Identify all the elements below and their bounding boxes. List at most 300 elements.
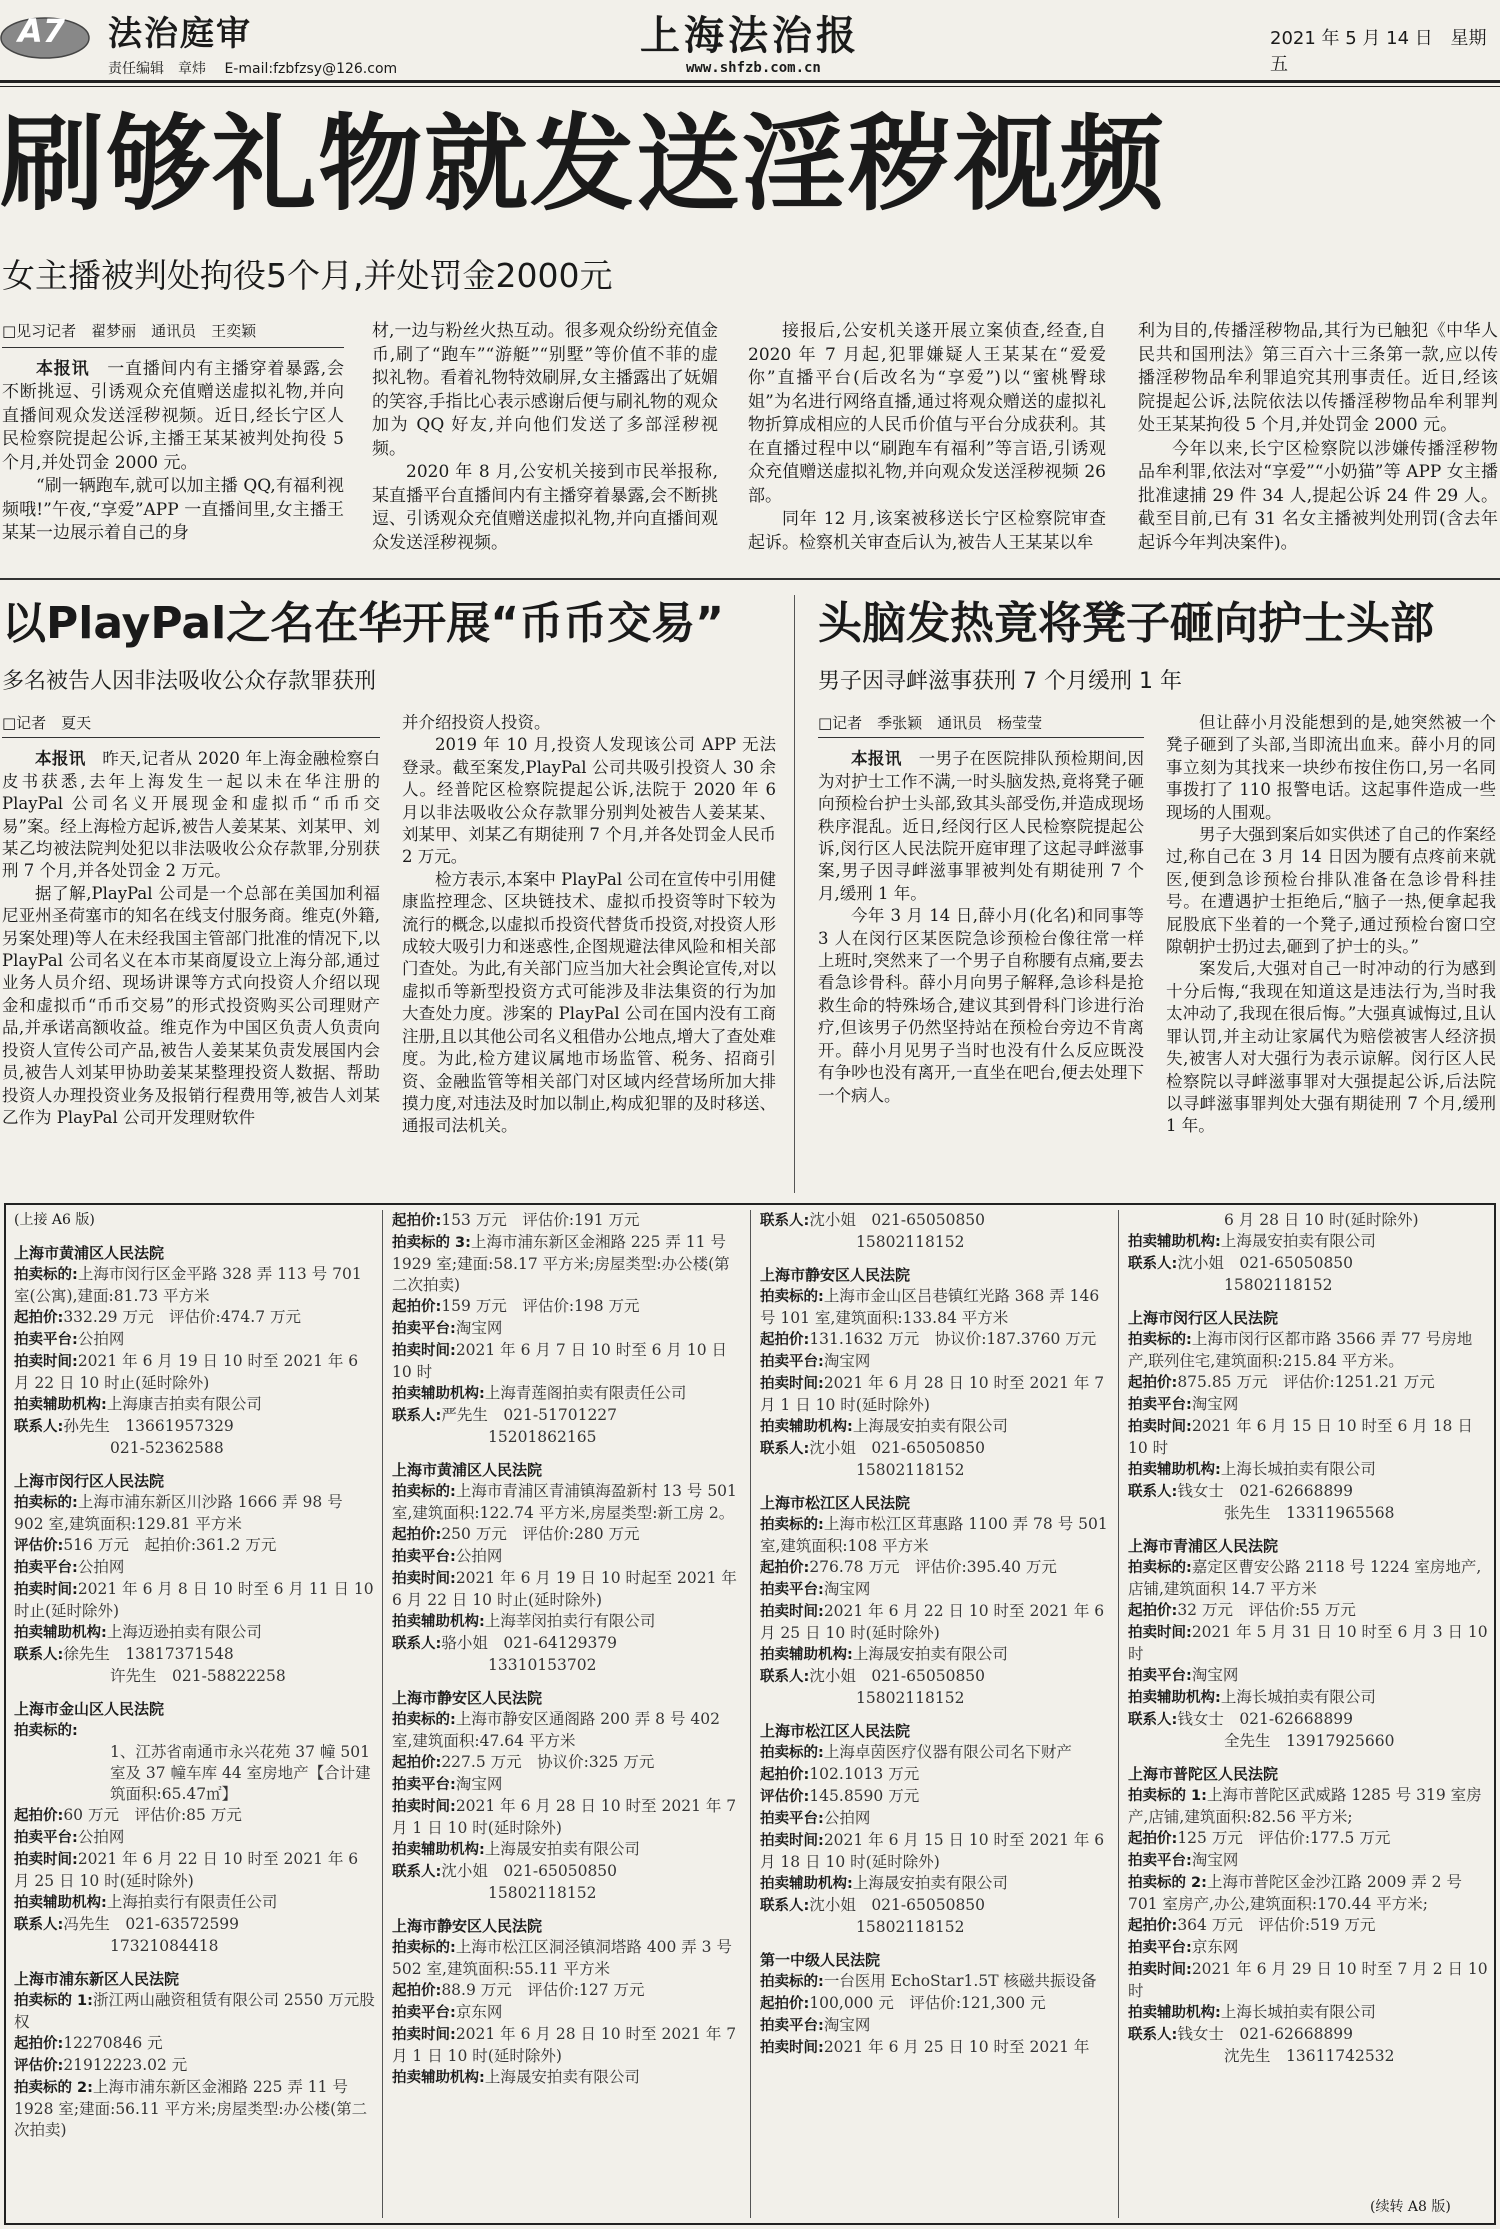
auction-field-value: 364 万元 评估价:519 万元 xyxy=(1177,1916,1376,1934)
dateline-lead: 本报讯 xyxy=(36,358,90,379)
article3-headline: 头脑发热竟将凳子砸向护士头部 xyxy=(818,598,1434,649)
auction-detail-line xyxy=(392,1232,744,1296)
auction-field-value: 嘉定区曹安公路 2118 号 1224 室房地产,店铺,建筑面积 14.7 平方米 xyxy=(1128,1558,1482,1598)
auction-field-value: 上海市静安区通阁路 200 弄 8 号 402 室,建筑面积:47.64 平方米 xyxy=(392,1710,720,1750)
auction-detail-line xyxy=(14,1416,376,1438)
auction-detail-line xyxy=(392,1318,744,1340)
auction-field-value: 淘宝网 xyxy=(823,2016,871,2034)
auction-field-label: 拍卖时间: xyxy=(392,2027,456,2043)
auction-field-value: 227.5 万元 协议价:325 万元 xyxy=(441,1753,655,1771)
auction-court-name: 上海市青浦区人民法院 xyxy=(1128,1537,1279,1555)
auction-field-label: 拍卖时间: xyxy=(760,1833,824,1849)
auction-field-value: 2021 年 6 月 7 日 10 时至 6 月 10 日 10 时 xyxy=(392,1341,727,1381)
article1-paragraph: “刷一辆跑车,就可以加主播 QQ,有福利视频哦!”午夜,“享爱”APP 一直播间里,女主播王某某一边展示着自己的身 xyxy=(2,476,344,543)
auction-detail-line xyxy=(14,1990,376,2033)
auction-field-value: 15802118152 xyxy=(1224,1276,1333,1294)
auction-field-value: 沈小姐 021-65050850 xyxy=(809,1439,986,1457)
auction-field-value: 钱女士 021-62668899 xyxy=(1177,1710,1354,1728)
auction-field-label: 拍卖平台: xyxy=(1128,1668,1192,1684)
auction-detail-line xyxy=(760,1601,1112,1644)
auction-field-value: 上海晟安拍卖有限公司 xyxy=(852,1874,1008,1892)
auction-field-value: 131.1632 万元 协议价:187.3760 万元 xyxy=(809,1330,1097,1348)
auction-detail-line xyxy=(14,1329,376,1351)
auction-field-value: 1、江苏省南通市永兴花苑 37 幢 501 室及 37 幢车库 44 室房地产【合计建筑面积:65.47㎡】 xyxy=(110,1743,371,1803)
auction-detail-line xyxy=(14,1914,376,1936)
auction-field-value: 上海市青浦区青浦镇海盈新村 13 号 501 室,建筑面积:122.74 平方米,房屋类型:新工房 2。 xyxy=(392,1482,737,1522)
auction-detail-line xyxy=(1128,1459,1490,1481)
article1-column-2 xyxy=(372,320,718,555)
auction-field-label: 拍卖辅助机构: xyxy=(392,2070,485,2086)
auction-detail-line xyxy=(14,1936,376,1957)
auction-field-label: 拍卖辅助机构: xyxy=(392,1386,485,1402)
header-rule-thin xyxy=(0,86,1500,87)
auction-field-label: 拍卖平台: xyxy=(760,1354,824,1370)
auction-field-label: 起拍价: xyxy=(760,1767,810,1783)
auction-field-value: 公拍网 xyxy=(455,1547,503,1565)
auction-field-label: 拍卖平台: xyxy=(1128,1940,1192,1956)
auction-detail-line xyxy=(760,2037,1112,2059)
auction-detail-line xyxy=(392,1546,744,1568)
auction-detail-line xyxy=(760,1579,1112,1601)
auction-field-value: 15201862165 xyxy=(488,1428,597,1446)
auction-field-value: 沈先生 13611742532 xyxy=(1224,2047,1395,2065)
auction-field-value: 2021 年 6 月 28 日 10 时至 2021 年 7 月 1 日 10 时(延时除外) xyxy=(392,2025,737,2065)
auction-detail-line xyxy=(1128,1872,1490,1915)
auction-field-label: 拍卖辅助机构: xyxy=(14,1625,107,1641)
auction-detail-line xyxy=(14,1535,376,1557)
auction-field-label: 拍卖辅助机构: xyxy=(1128,1690,1221,1706)
editor-line xyxy=(108,58,411,78)
auction-detail-line xyxy=(14,1579,376,1622)
auction-field-label: 拍卖标的: xyxy=(760,1745,824,1761)
auction-field-label: 拍卖标的: xyxy=(392,1940,456,1956)
auction-field-value: 17321084418 xyxy=(110,1937,219,1955)
auction-field-value: 上海长城拍卖有限公司 xyxy=(1220,1460,1376,1478)
auction-field-value: 许先生 021-58822258 xyxy=(110,1667,286,1685)
auction-detail-line xyxy=(1128,1709,1490,1731)
article3-byline: □记者 季张颖 通讯员 杨莹莹 xyxy=(818,712,1144,738)
auction-detail-line xyxy=(760,1666,1112,1688)
auction-detail-line xyxy=(760,1971,1112,1993)
auction-field-label: 评估价: xyxy=(760,1789,810,1805)
auction-field-label: 拍卖时间: xyxy=(14,1852,78,1868)
article1-column-1 xyxy=(2,320,344,546)
auction-detail-line xyxy=(1128,1210,1490,1231)
auction-field-value: 钱女士 021-62668899 xyxy=(1177,2025,1354,2043)
auction-field-label: 拍卖时间: xyxy=(1128,1625,1192,1641)
auction-field-value: 2021 年 6 月 8 日 10 时至 6 月 11 日 10 时止(延时除外) xyxy=(14,1580,374,1620)
article2-byline: □记者 夏天 xyxy=(2,712,380,738)
auction-field-value: 上海晟安拍卖有限公司 xyxy=(484,2068,640,2086)
article1-paragraph: 2020 年 8 月,公安机关接到市民举报称,某直播平台直播间内有主播穿着暴露,会不断挑逗、引诱观众充值赠送虚拟礼物,并向直播间观众发送淫秽视频。 xyxy=(372,462,718,553)
article2-paragraph: 本报讯 昨天,记者从 2020 年上海金融检察白皮书获悉,去年上海发生一起以未在华注册的 PlayPal 公司名义开展现金和虚拟币“币币交易”案。经上海检方起诉,被告人姜某某、刘某甲、刘某乙均被法院判处犯以非法吸收公众存款罪,分别获刑 7 个月,并各处罚金 2 万元。 xyxy=(2,749,381,881)
auction-field-label: 起拍价: xyxy=(392,1527,442,1543)
article1-column-3 xyxy=(748,320,1106,555)
auction-detail-line xyxy=(392,1481,744,1524)
auction-detail-line xyxy=(760,1644,1112,1666)
auction-field-value: 上海青莲阁拍卖有限责任公司 xyxy=(484,1384,687,1402)
auction-field-value: 上海市浦东新区金湘路 225 弄 11 号 1928 室;建面:56.11 平方米;房屋类型:办公楼(第二次拍卖) xyxy=(14,2078,368,2139)
auction-detail-line xyxy=(760,2015,1112,2037)
auction-detail-line xyxy=(392,1296,744,1318)
auction-field-value: 浙江两山融资租赁有限公司 2550 万元股权 xyxy=(14,1991,375,2031)
article1-paragraph: 利为目的,传播淫秽物品,其行为已触犯《中华人民共和国刑法》第三百六十三条第一款,应以传播淫秽物品牟利罪追究其刑事责任。近日,经该院提起公诉,法院依法以传播淫秽物品牟利罪判处王某某拘役 5 个月,并处罚金 2000 元。 xyxy=(1138,321,1498,435)
auction-field-value: 250 万元 评估价:280 万元 xyxy=(441,1525,640,1543)
article1-paragraph: 材,一边与粉丝火热互动。很多观众纷纷充值金币,刷了“跑车”“游艇”“别墅”等价值不菲的虚拟礼物。看着礼物特效刷屏,女主播露出了妩媚的笑容,手指比心表示感谢后便与刷礼物的观众加为 QQ 好友,并向他们发送了多部淫秽视频。 xyxy=(372,321,718,459)
auction-field-value: 88.9 万元 评估价:127 万元 xyxy=(441,1981,645,1999)
auction-field-label: 拍卖辅助机构: xyxy=(1128,1234,1221,1250)
auction-field-label: 拍卖标的 2: xyxy=(14,2080,93,2096)
auction-detail-line xyxy=(760,1764,1112,1786)
auction-detail-line xyxy=(1128,1959,1490,2002)
auction-field-label: 联系人: xyxy=(760,1669,810,1685)
auction-field-label: 拍卖辅助机构: xyxy=(392,1842,485,1858)
auction-field-label: 联系人: xyxy=(14,1647,64,1663)
auction-column-divider xyxy=(382,1210,383,2218)
auction-detail-line xyxy=(392,1980,744,2002)
auction-field-value: 2021 年 6 月 28 日 10 时至 2021 年 7 月 1 日 10 时(延时除外) xyxy=(760,1374,1105,1414)
auction-column-1 xyxy=(14,1210,376,2141)
auction-detail-line xyxy=(392,1861,744,1883)
article2-paragraph: 2019 年 10 月,投资人发现该公司 APP 无法登录。截至案发,PlayPal 公司共吸引投资人 30 余人。经普陀区检察院提起公诉,法院于 2020 年 6 月以非法吸收公众存款罪分别判处被告人姜某某、刘某甲、刘某乙有期徒刑 7 个月,并各处罚金人民币 2 万元。 xyxy=(402,735,776,867)
auction-field-value: 钱女士 021-62668899 xyxy=(1177,1482,1354,1500)
auction-field-value: 孙先生 13661957329 xyxy=(63,1417,234,1435)
auction-field-value: 上海晟安拍卖有限公司 xyxy=(852,1417,1008,1435)
auction-column-divider xyxy=(1118,1210,1119,2218)
auction-field-value: 公拍网 xyxy=(77,1330,125,1348)
auction-field-value: 上海市普陀区金沙江路 2009 弄 2 号 701 室房产,办公,建筑面积:170.44 平方米; xyxy=(1128,1873,1462,1913)
auction-field-label: 联系人: xyxy=(1128,1712,1178,1728)
auction-detail-line xyxy=(14,1351,376,1394)
auction-detail-line xyxy=(14,1720,376,1742)
editor-email: E-mail:fzbfzsy@126.com xyxy=(224,61,398,77)
auction-field-label: 拍卖平台: xyxy=(760,1811,824,1827)
auction-detail-line xyxy=(760,1873,1112,1895)
auction-field-value: 徐先生 13817371548 xyxy=(63,1645,234,1663)
auction-detail-line xyxy=(392,1568,744,1611)
header-rule xyxy=(0,80,1500,83)
auction-field-label: 联系人: xyxy=(14,1419,64,1435)
auction-detail-line xyxy=(1128,1416,1490,1459)
auction-field-label: 拍卖辅助机构: xyxy=(1128,2005,1221,2021)
auction-detail-line xyxy=(392,2024,744,2067)
auction-field-label: 拍卖平台: xyxy=(392,1321,456,1337)
auction-field-value: 6 月 28 日 10 时(延时除外) xyxy=(1224,1211,1419,1229)
auction-field-label: 拍卖标的: xyxy=(14,1723,78,1739)
auction-detail-line xyxy=(14,1492,376,1535)
auction-field-label: 拍卖时间: xyxy=(760,1376,824,1392)
auction-column-content xyxy=(760,1210,1112,2059)
auction-field-value: 2021 年 6 月 25 日 10 时至 2021 年 xyxy=(823,2038,1090,2056)
auction-detail-line xyxy=(760,1557,1112,1579)
auction-field-value: 2021 年 6 月 15 日 10 时至 6 月 18 日 10 时 xyxy=(1128,1417,1473,1457)
auction-field-label: 拍卖平台: xyxy=(1128,1853,1192,1869)
auction-field-label: 联系人: xyxy=(392,1408,442,1424)
auction-field-label: 拍卖标的 2: xyxy=(1128,1875,1207,1891)
auction-field-label: 拍卖标的: xyxy=(760,1974,824,1990)
auction-field-label: 拍卖时间: xyxy=(760,2040,824,2056)
auction-column-4 xyxy=(1128,1210,1490,2067)
auction-field-label: 拍卖标的: xyxy=(14,1267,78,1283)
auction-detail-line xyxy=(14,1892,376,1914)
auction-detail-line xyxy=(760,1808,1112,1830)
auction-field-value: 京东网 xyxy=(455,2003,503,2021)
auction-detail-line xyxy=(14,1805,376,1827)
auction-field-value: 淘宝网 xyxy=(1191,1851,1239,1869)
article1-subheadline: 女主播被判处拘役5个月,并处罚金2000元 xyxy=(2,256,613,295)
article3-paragraph: 案发后,大强对自己一时冲动的行为感到十分后悔,“我现在知道这是违法行为,当时我太冲动了,我现在很后悔。”大强真诚悔过,且认罪认罚,并主动让家属代为赔偿被害人经济损失,被害人对大强行为表示谅解。闵行区人民检察院以寻衅滋事罪对大强提起公诉,后法院以寻衅滋事罪判处大强有期徒刑 7 个月,缓刑 1 年。 xyxy=(1166,959,1496,1136)
auction-field-value: 2021 年 6 月 28 日 10 时至 2021 年 7 月 1 日 10 时(延时除外) xyxy=(392,1797,737,1837)
auction-court-name: 上海市闵行区人民法院 xyxy=(1128,1309,1279,1327)
auction-detail-line xyxy=(392,1524,744,1546)
auction-field-label: 拍卖时间: xyxy=(1128,1419,1192,1435)
auction-detail-line xyxy=(1128,2046,1490,2067)
auction-field-label: 联系人: xyxy=(392,1864,442,1880)
auction-column-content xyxy=(1128,1210,1490,2067)
auction-field-label: 拍卖辅助机构: xyxy=(760,1647,853,1663)
auction-field-label: 拍卖时间: xyxy=(392,1799,456,1815)
auction-field-label: 拍卖标的: xyxy=(760,1289,824,1305)
auction-detail-line xyxy=(1128,1503,1490,1524)
auction-court-name: 上海市静安区人民法院 xyxy=(760,1266,911,1284)
auction-field-value: 严先生 021-51701227 xyxy=(441,1406,618,1424)
auction-field-label: 起拍价: xyxy=(760,1332,810,1348)
article3-paragraph: 今年 3 月 14 日,薛小月(化名)和同事等 3 人在闵行区某医院急诊预检台像往常一样上班时,突然来了一个男子自称腰有点痛,要去看急诊骨科。薛小月向男子解释,急诊科是抢救生命的特殊场合,建议其到骨科门诊进行治疗,但该男子仍然坚持站在预检台旁边不肯离开。薛小月见男子当时也没有什么反应既没有争吵也没有离开,一直坐在吧台,便去处理下一个病人。 xyxy=(818,906,1144,1105)
auction-detail-line xyxy=(392,1611,744,1633)
article1-paragraph: 本报讯 一直播间内有主播穿着暴露,会不断挑逗、引诱观众充值赠送虚拟礼物,并向直播间观众发送淫秽视频。近日,经长宁区人民检察院提起公诉,主播王某某被判处拘役 5 个月,并处罚金 2000 元。 xyxy=(2,358,345,473)
auction-field-value: 上海晟安拍卖有限公司 xyxy=(1220,1232,1376,1250)
page-number: A7 xyxy=(18,12,66,50)
auction-detail-line xyxy=(760,1286,1112,1329)
continued-from-note: (上接 A6 版) xyxy=(14,1212,95,1228)
auction-field-label: 拍卖平台: xyxy=(14,1560,78,1576)
auction-field-value: 上海康吉拍卖有限公司 xyxy=(106,1395,262,1413)
auction-field-value: 上海迈逊拍卖有限公司 xyxy=(106,1623,262,1641)
weekday-text: 星期五 xyxy=(1270,28,1487,75)
auction-detail-line xyxy=(760,1514,1112,1557)
auction-detail-line xyxy=(14,1827,376,1849)
auction-field-value: 21912223.02 元 xyxy=(63,2056,188,2074)
auction-field-label: 起拍价: xyxy=(1128,1375,1178,1391)
auction-detail-line xyxy=(760,1232,1112,1253)
auction-detail-line xyxy=(760,1786,1112,1808)
auction-field-label: 拍卖时间: xyxy=(14,1582,78,1598)
auction-detail-line xyxy=(392,1340,744,1383)
auction-field-value: 上海拍卖行有限责任公司 xyxy=(106,1893,278,1911)
article3-paragraph: 本报讯 一男子在医院排队预检期间,因为对护士工作不满,一时头脑发热,竟将凳子砸向预检台护士头部,致其头部受伤,并造成现场秩序混乱。近日,经闵行区人民检察院提起公诉,闵行区人民法院开庭审理了这起寻衅滋事案,男子因寻衅滋事罪被判处有期徒刑 7 个月,缓刑 1 年。 xyxy=(818,749,1144,903)
auction-detail-line xyxy=(14,1557,376,1579)
auction-detail-line xyxy=(392,1774,744,1796)
auction-field-label: 拍卖辅助机构: xyxy=(1128,1462,1221,1478)
auction-detail-line xyxy=(1128,1394,1490,1416)
auction-detail-line xyxy=(1128,1557,1490,1600)
auction-field-label: 拍卖平台: xyxy=(392,1777,456,1793)
auction-field-label: 联系人: xyxy=(1128,1484,1178,1500)
auction-field-label: 拍卖辅助机构: xyxy=(392,1614,485,1630)
auction-detail-line xyxy=(1128,1915,1490,1937)
auction-field-label: 联系人: xyxy=(760,1898,810,1914)
auction-field-label: 起拍价: xyxy=(1128,1831,1178,1847)
date-text: 2021 年 5 月 14 日 xyxy=(1270,28,1433,49)
auction-detail-line xyxy=(14,2033,376,2055)
continued-to-note: (续转 A8 版) xyxy=(1370,2199,1451,2215)
auction-field-value: 上海市闵行区金平路 328 弄 113 号 701 室(公寓),建面:81.73 平方米 xyxy=(14,1265,362,1305)
article1-headline: 刷够礼物就发送淫秽视频 xyxy=(0,103,1167,225)
auction-detail-line xyxy=(1128,1785,1490,1828)
auction-detail-line xyxy=(1128,1481,1490,1503)
auction-field-label: 拍卖平台: xyxy=(392,2005,456,2021)
auction-field-label: 拍卖标的: xyxy=(392,1712,456,1728)
section-divider xyxy=(0,578,1500,580)
auction-court-name: 上海市静安区人民法院 xyxy=(392,1689,543,1707)
auction-field-value: 上海市浦东新区金湘路 225 弄 11 号 1929 室;建面:58.17 平方米;房屋类型:办公楼(第二次拍卖) xyxy=(392,1233,730,1294)
article2-column-2 xyxy=(402,712,776,1138)
auction-field-value: 淘宝网 xyxy=(823,1352,871,1370)
auction-detail-line xyxy=(1128,1372,1490,1394)
auction-field-value: 上海晟安拍卖有限公司 xyxy=(852,1645,1008,1663)
auction-field-label: 拍卖标的: xyxy=(392,1484,456,1500)
article3-paragraph: 男子大强到案后如实供述了自己的作案经过,称自己在 3 月 14 日因为腰有点疼前来就医,便到急诊预检台排队准备在急诊骨科挂号。在遭遇护士拒绝后,“脑子一热,便拿起我屁股底下坐着的一个凳子,通过预检台窗口空隙朝护士扔过去,砸到了护士的头。” xyxy=(1166,825,1496,957)
auction-field-value: 32 万元 评估价:55 万元 xyxy=(1177,1601,1356,1619)
auction-field-value: 沈小姐 021-65050850 xyxy=(1177,1254,1354,1272)
auction-detail-line xyxy=(760,1329,1112,1351)
auction-court-name: 上海市普陀区人民法院 xyxy=(1128,1765,1279,1783)
auction-field-label: 起拍价: xyxy=(392,1213,442,1229)
auction-detail-line xyxy=(1128,2002,1490,2024)
auction-field-label: 评估价: xyxy=(14,2058,64,2074)
auction-field-value: 一台医用 EchoStar1.5T 核磁共振设备 xyxy=(823,1972,1097,1990)
article2-paragraph: 检方表示,本案中 PlayPal 公司在宣传中引用健康监控理念、区块链技术、虚拟币投资等时下较为流行的概念,以虚拟币投资代替货币投资,对投资人形成较大吸引力和迷惑性,企图规避法律风险和相关部门查处。为此,有关部门应当加大社会舆论宣传,对以虚拟币等新型投资方式可能涉及非法集资的行为加大查处力度。涉案的 PlayPal 公司在国内没有工商注册,且以其他公司名义租借办公地点,增大了查处难度。为此,检方建议属地市场监管、税务、招商引资、金融监管等相关部门对区域内经营场所加大排摸力度,对违法及时加以制止,构成犯罪的及时移送、通报司法机关。 xyxy=(402,869,776,1136)
dateline-lead: 本报讯 xyxy=(35,749,86,769)
auction-field-value: 沈小姐 021-65050850 xyxy=(441,1862,618,1880)
auction-field-value: 516 万元 起拍价:361.2 万元 xyxy=(63,1536,277,1554)
auction-field-label: 拍卖时间: xyxy=(392,1343,456,1359)
auction-detail-line xyxy=(392,1210,744,1232)
auction-field-label: 拍卖时间: xyxy=(760,1604,824,1620)
auction-field-value: 875.85 万元 评估价:1251.21 万元 xyxy=(1177,1373,1435,1391)
auction-detail-line xyxy=(14,1644,376,1666)
auction-field-label: 拍卖标的: xyxy=(1128,1332,1192,1348)
article3-column-2 xyxy=(1166,712,1496,1138)
auction-field-value: 125 万元 评估价:177.5 万元 xyxy=(1177,1829,1391,1847)
auction-detail-line xyxy=(1128,1731,1490,1752)
article2-column-1 xyxy=(2,712,380,1129)
auction-court-name: 上海市闵行区人民法院 xyxy=(14,1472,165,1490)
auction-field-value: 上海市浦东新区川沙路 1666 弄 98 号 902 室,建筑面积:129.81 平方米 xyxy=(14,1493,343,1533)
auction-detail-line xyxy=(14,1849,376,1892)
auction-field-value: 15802118152 xyxy=(856,1461,965,1479)
auction-field-value: 张先生 13311965568 xyxy=(1224,1504,1395,1522)
auction-field-label: 起拍价: xyxy=(1128,1603,1178,1619)
auction-detail-line xyxy=(1128,1275,1490,1296)
auction-detail-line xyxy=(760,1460,1112,1481)
auction-field-value: 沈小姐 021-65050850 xyxy=(809,1211,986,1229)
auction-field-value: 淘宝网 xyxy=(823,1580,871,1598)
auction-field-value: 上海长城拍卖有限公司 xyxy=(1220,2003,1376,2021)
auction-field-value: 2021 年 6 月 22 日 10 时至 2021 年 6 月 25 日 10 时(延时除外) xyxy=(14,1850,359,1890)
auction-detail-line xyxy=(1128,1253,1490,1275)
auction-field-label: 拍卖标的: xyxy=(760,1517,824,1533)
auction-field-label: 拍卖时间: xyxy=(1128,1962,1192,1978)
auction-field-value: 淘宝网 xyxy=(1191,1395,1239,1413)
auction-field-value: 15802118152 xyxy=(856,1918,965,1936)
auction-field-label: 拍卖平台: xyxy=(1128,1397,1192,1413)
auction-detail-line xyxy=(760,1895,1112,1917)
auction-column-3 xyxy=(760,1210,1112,2059)
auction-field-label: 拍卖平台: xyxy=(760,1582,824,1598)
auction-detail-line xyxy=(392,1633,744,1655)
auction-field-label: 拍卖时间: xyxy=(14,1354,78,1370)
auction-field-value: 淘宝网 xyxy=(455,1775,503,1793)
auction-field-value: 15802118152 xyxy=(488,1884,597,1902)
auction-field-value: 153 万元 评估价:191 万元 xyxy=(441,1211,640,1229)
auction-field-label: 起拍价: xyxy=(392,1299,442,1315)
auction-field-value: 100,000 元 评估价:121,300 元 xyxy=(809,1994,1046,2012)
auction-field-value: 12270846 元 xyxy=(63,2034,163,2052)
auction-field-value: 上海市松江区洞泾镇洞塔路 400 弄 3 号 502 室,建筑面积:55.11 平方米 xyxy=(392,1938,732,1978)
auction-court-name: 第一中级人民法院 xyxy=(760,1951,881,1969)
auction-field-label: 起拍价: xyxy=(14,1808,64,1824)
auction-detail-line xyxy=(392,1752,744,1774)
auction-field-value: 公拍网 xyxy=(77,1828,125,1846)
section-title: 法治庭审 xyxy=(108,14,252,54)
auction-column-content xyxy=(392,1210,744,2089)
auction-detail-line xyxy=(1128,1329,1490,1372)
auction-detail-line xyxy=(14,1622,376,1644)
newspaper-masthead: 上海法治报 xyxy=(640,12,860,59)
auction-field-value: 上海市闵行区都市路 3566 弄 77 号房地产,联列住宅,建筑面积:215.84 平方米。 xyxy=(1128,1330,1473,1370)
auction-detail-line xyxy=(1128,1600,1490,1622)
auction-column-divider xyxy=(750,1210,751,2218)
auction-field-value: 60 万元 评估价:85 万元 xyxy=(63,1806,242,1824)
auction-field-label: 拍卖标的: xyxy=(1128,1560,1192,1576)
auction-field-value: 2021 年 6 月 19 日 10 时起至 2021 年 6 月 22 日 10 时止(延时除外) xyxy=(392,1569,737,1609)
auction-field-label: 拍卖平台: xyxy=(760,2018,824,2034)
article3-subheadline: 男子因寻衅滋事获刑 7 个月缓刑 1 年 xyxy=(818,669,1182,694)
auction-detail-line xyxy=(392,1796,744,1839)
auction-field-label: 起拍价: xyxy=(760,1996,810,2012)
auction-field-label: 拍卖辅助机构: xyxy=(760,1419,853,1435)
auction-detail-line xyxy=(392,1427,744,1448)
auction-field-value: 上海长城拍卖有限公司 xyxy=(1220,1688,1376,1706)
article1-paragraph: 接报后,公安机关遂开展立案侦查,经查,自 2020 年 7 月起,犯罪嫌疑人王某某在“爱爱你”直播平台(后改名为“享爱”)以“蜜桃臀球姐”为名进行网络直播,通过将观众赠送的虚拟礼物折算成相应的人民币价值与平台分成获利。其在直播过程中以“刷跑车有福利”等言语,引诱观众充值赠送虚拟礼物,并向观众发送淫秽视频 26 部。 xyxy=(748,321,1106,506)
auction-field-value: 上海市普陀区武威路 1285 号 319 室房产,店铺,建筑面积:82.56 平方米; xyxy=(1128,1786,1482,1826)
auction-detail-line xyxy=(760,1917,1112,1938)
auction-field-label: 拍卖标的 3: xyxy=(392,1235,471,1251)
auction-detail-line xyxy=(392,1655,744,1676)
auction-court-name: 上海市静安区人民法院 xyxy=(392,1917,543,1935)
auction-field-value: 276.78 万元 评估价:395.40 万元 xyxy=(809,1558,1057,1576)
auction-detail-line xyxy=(1128,1937,1490,1959)
auction-detail-line xyxy=(1128,1231,1490,1253)
auction-field-label: 联系人: xyxy=(1128,2027,1178,2043)
auction-detail-line xyxy=(760,1210,1112,1232)
auction-field-value: 沈小姐 021-65050850 xyxy=(809,1667,986,1685)
auction-field-value: 沈小姐 021-65050850 xyxy=(809,1896,986,1914)
auction-field-value: 2021 年 5 月 31 日 10 时至 6 月 3 日 10 时 xyxy=(1128,1623,1488,1663)
article2-paragraph: 据了解,PlayPal 公司是一个总部在美国加利福尼亚州圣荷塞市的知名在线支付服务商。维克(外籍,另案处理)等人在未经我国主管部门批准的情况下,以 PlayPal 公司名义在本市某商厦设立上海分部,通过业务人员介绍、现场讲课等方式向投资人介绍以现金和虚拟币“币币交易”的形式投资购买公司理财产品,并承诺高额收益。维克作为中国区负责人负责向投资人宣传公司产品,被告人姜某某负责发展国内会员,被告人刘某甲协助姜某某整理投资人数据、帮助投资人办理投资业务及报销行程费用等,被告人刘某乙作为 PlayPal 公司开发理财软件 xyxy=(2,883,380,1127)
auction-field-value: 淘宝网 xyxy=(455,1319,503,1337)
auction-court-name: 上海市黄浦区人民法院 xyxy=(14,1244,165,1262)
auction-field-value: 332.29 万元 评估价:474.7 万元 xyxy=(63,1308,301,1326)
auction-field-value: 上海市松江区茸惠路 1100 弄 78 号 501 室,建筑面积:108 平方米 xyxy=(760,1515,1108,1555)
editor-name: 责任编辑 章炜 xyxy=(108,61,206,77)
auction-field-label: 起拍价: xyxy=(14,2036,64,2052)
auction-detail-line xyxy=(392,1709,744,1752)
auction-field-value: 公拍网 xyxy=(77,1558,125,1576)
auction-detail-line xyxy=(392,1883,744,1904)
auction-detail-line xyxy=(392,2067,744,2089)
